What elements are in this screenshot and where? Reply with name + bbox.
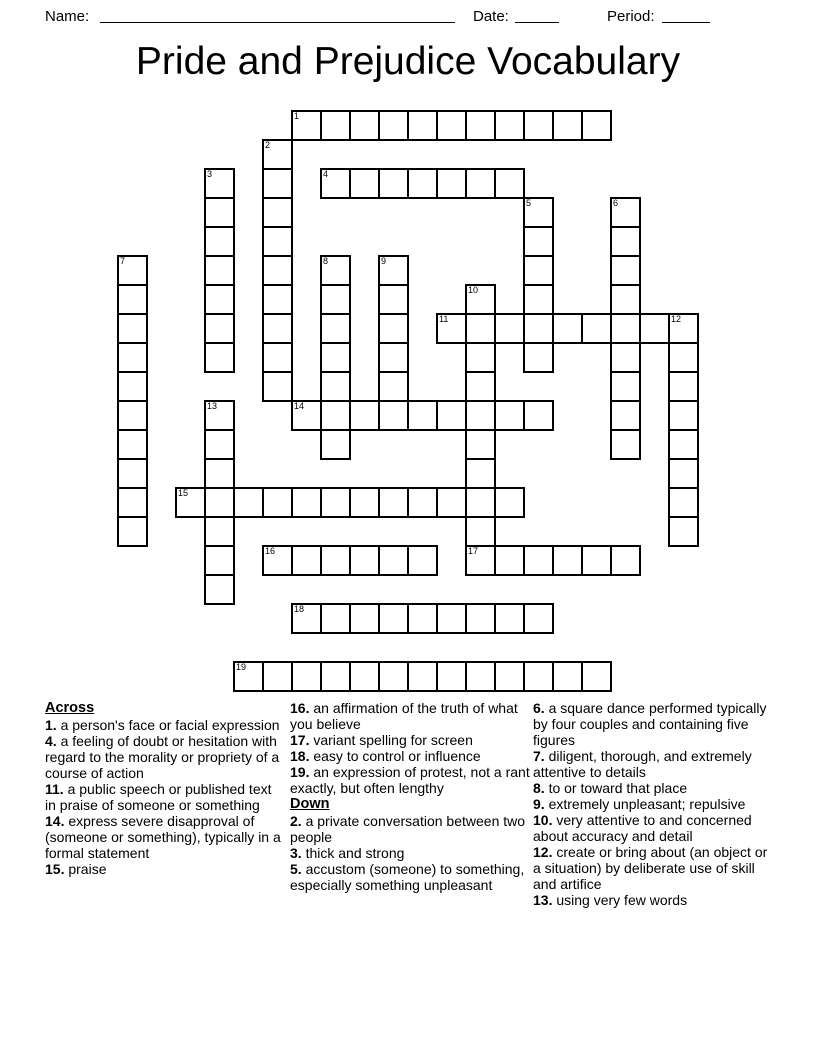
clue-number: 7. [533, 748, 545, 764]
clue: 15. praise [45, 861, 107, 877]
grid-cell [466, 314, 495, 343]
grid-cell [321, 546, 350, 575]
grid-cell [669, 517, 698, 546]
grid-cell [263, 488, 292, 517]
cell-number: 18 [294, 604, 305, 614]
grid-cell [611, 314, 640, 343]
grid-cell [524, 546, 553, 575]
grid-cell [379, 169, 408, 198]
clue-number: 13. [533, 892, 553, 908]
grid-cell [466, 604, 495, 633]
grid-cell [611, 343, 640, 372]
page-title: Pride and Prejudice Vocabulary [135, 40, 681, 83]
grid-cell [321, 314, 350, 343]
grid-cell [321, 285, 350, 314]
clue: 13. using very few words [533, 892, 688, 908]
clue-number: 5. [290, 861, 302, 877]
grid-cell [350, 111, 379, 140]
grid-cell [611, 372, 640, 401]
grid-cell [437, 401, 466, 430]
grid-cell [437, 111, 466, 140]
grid-cell [263, 140, 292, 169]
grid-cell [408, 401, 437, 430]
grid-cell [437, 169, 466, 198]
clue: 10. very attentive to and concerned about accuracy and detail [533, 812, 752, 844]
grid-cell [611, 546, 640, 575]
grid-cell [466, 169, 495, 198]
grid-cell [611, 401, 640, 430]
grid-cell [263, 546, 292, 575]
crossword-grid [118, 111, 699, 692]
clue: 5. accustom (someone) to something, especially something unpleasant [290, 861, 525, 893]
grid-cell [350, 169, 379, 198]
grid-cell [205, 198, 234, 227]
grid-cell [379, 256, 408, 285]
cell-number: 14 [294, 401, 305, 411]
grid-cell [263, 169, 292, 198]
cell-number: 2 [265, 140, 271, 150]
grid-cell [350, 401, 379, 430]
clue: 6. a square dance performed typically by four couples and containing five figures [533, 700, 767, 748]
grid-cell [669, 401, 698, 430]
cell-number: 7 [120, 256, 126, 266]
name-blank-line [100, 4, 455, 23]
grid-cell [205, 546, 234, 575]
grid-cell [118, 372, 147, 401]
grid-cell [582, 314, 611, 343]
cell-number: 12 [671, 314, 682, 324]
grid-cell [321, 256, 350, 285]
grid-cell [437, 604, 466, 633]
grid-cell [466, 546, 495, 575]
grid-cell [234, 488, 263, 517]
grid-cell [466, 285, 495, 314]
worksheet-header [0, 4, 816, 30]
clue: 18. easy to control or influence [290, 748, 481, 764]
grid-cell [118, 517, 147, 546]
cell-number: 8 [323, 256, 329, 266]
date-blank-line [515, 4, 559, 23]
grid-cell [379, 401, 408, 430]
grid-cell [263, 198, 292, 227]
clue-number: 8. [533, 780, 545, 796]
grid-cell [205, 227, 234, 256]
grid-cell [408, 604, 437, 633]
grid-cell [321, 343, 350, 372]
grid-cell [524, 314, 553, 343]
clue-number: 1. [45, 717, 57, 733]
grid-cell [524, 401, 553, 430]
grid-cell [321, 488, 350, 517]
clue-number: 12. [533, 844, 553, 860]
grid-cell [408, 662, 437, 691]
cell-number: 9 [381, 256, 387, 266]
grid-cell [611, 285, 640, 314]
grid-cell [118, 401, 147, 430]
grid-cell [292, 111, 321, 140]
grid-cell [466, 372, 495, 401]
grid-cell [118, 285, 147, 314]
cell-number: 1 [294, 111, 300, 121]
grid-cell [263, 285, 292, 314]
grid-cell [582, 546, 611, 575]
clue-number: 16. [290, 700, 310, 716]
grid-cell [321, 111, 350, 140]
grid-cell [437, 314, 466, 343]
grid-cell [263, 227, 292, 256]
clue-section-header: Across [45, 700, 95, 716]
clue-number: 9. [533, 796, 545, 812]
grid-cell [292, 604, 321, 633]
name-label: Name: [45, 8, 90, 25]
grid-cell [205, 401, 234, 430]
grid-cell [379, 662, 408, 691]
grid-cell [611, 256, 640, 285]
grid-cell [292, 546, 321, 575]
clue: 17. variant spelling for screen [290, 732, 473, 748]
grid-cell [524, 285, 553, 314]
cell-number: 6 [613, 198, 619, 208]
grid-cell [466, 662, 495, 691]
clue: 12. create or bring about (an object or a situation) by deliberate use of skill and artifice [533, 844, 768, 892]
grid-cell [669, 430, 698, 459]
clue-number: 3. [290, 845, 302, 861]
grid-cell [437, 662, 466, 691]
grid-cell [524, 604, 553, 633]
grid-cell [553, 546, 582, 575]
grid-cell [495, 401, 524, 430]
grid-cell [350, 662, 379, 691]
grid-cell [495, 314, 524, 343]
cell-number: 3 [207, 169, 213, 179]
grid-cell [321, 169, 350, 198]
date-label: Date: [473, 8, 509, 25]
grid-cell [466, 517, 495, 546]
grid-cell [408, 546, 437, 575]
clue-column [290, 700, 530, 893]
grid-cell [379, 285, 408, 314]
clue-column [45, 700, 283, 877]
grid-cell [205, 459, 234, 488]
grid-cell [553, 662, 582, 691]
grid-cell [524, 111, 553, 140]
grid-cell [466, 459, 495, 488]
grid-cell [495, 111, 524, 140]
clue-section-header: Down [290, 796, 330, 812]
grid-cell [553, 314, 582, 343]
clue-number: 18. [290, 748, 310, 764]
clue: 3. thick and strong [290, 845, 405, 861]
clue-number: 19. [290, 764, 310, 780]
clue-number: 14. [45, 813, 65, 829]
grid-cell [263, 372, 292, 401]
grid-cell [118, 343, 147, 372]
grid-cell [205, 343, 234, 372]
grid-cell [408, 169, 437, 198]
grid-cell [205, 314, 234, 343]
grid-cell [582, 662, 611, 691]
grid-cell [408, 488, 437, 517]
clue: 1. a person's face or facial expression [45, 717, 280, 733]
grid-cell [379, 488, 408, 517]
grid-cell [321, 430, 350, 459]
grid-cell [611, 198, 640, 227]
cell-number: 10 [468, 285, 479, 295]
grid-cell [379, 372, 408, 401]
grid-cell [321, 401, 350, 430]
grid-cell [321, 662, 350, 691]
grid-cell [350, 546, 379, 575]
grid-cell [292, 401, 321, 430]
grid-cell [205, 256, 234, 285]
cell-number: 17 [468, 546, 479, 556]
grid-cell [205, 285, 234, 314]
clue-number: 15. [45, 861, 65, 877]
grid-cell [495, 662, 524, 691]
clue-number: 17. [290, 732, 310, 748]
grid-cell [263, 343, 292, 372]
grid-cell [118, 459, 147, 488]
cell-number: 13 [207, 401, 218, 411]
grid-cell [205, 488, 234, 517]
cell-number: 15 [178, 488, 189, 498]
grid-cell [408, 111, 437, 140]
grid-cell [582, 111, 611, 140]
grid-cell [205, 575, 234, 604]
cell-number: 16 [265, 546, 276, 556]
grid-cell [292, 662, 321, 691]
grid-cell [379, 604, 408, 633]
clue-number: 6. [533, 700, 545, 716]
cell-number: 5 [526, 198, 532, 208]
clue: 8. to or toward that place [533, 780, 688, 796]
grid-cell [205, 430, 234, 459]
grid-cell [611, 227, 640, 256]
clue: 9. extremely unpleasant; repulsive [533, 796, 746, 812]
grid-cell [640, 314, 669, 343]
grid-cell [263, 314, 292, 343]
grid-cell [379, 546, 408, 575]
grid-cell [524, 343, 553, 372]
period-label: Period: [607, 8, 655, 25]
grid-cell [466, 111, 495, 140]
clue: 2. a private conversation between two people [290, 813, 526, 845]
grid-cell [669, 488, 698, 517]
grid-cell [524, 662, 553, 691]
grid-cell [495, 488, 524, 517]
grid-cell [669, 314, 698, 343]
grid-cell [205, 169, 234, 198]
cell-number: 4 [323, 169, 329, 179]
grid-cell [495, 169, 524, 198]
grid-cell [495, 604, 524, 633]
grid-cell [234, 662, 263, 691]
grid-cell [466, 430, 495, 459]
grid-cell [263, 662, 292, 691]
period-blank-line [662, 4, 710, 23]
clue: 4. a feeling of doubt or hesitation with regard to the morality or propriety of a course of action [45, 733, 280, 781]
grid-cell [611, 430, 640, 459]
grid-cell [466, 343, 495, 372]
grid-cell [669, 372, 698, 401]
grid-cell [118, 256, 147, 285]
grid-cell [553, 111, 582, 140]
grid-cell [466, 488, 495, 517]
grid-cell [321, 372, 350, 401]
grid-cell [524, 227, 553, 256]
grid-cell [118, 314, 147, 343]
cell-number: 19 [236, 662, 247, 672]
clue: 19. an expression of protest, not a rant exactly, but often lengthy [290, 764, 530, 796]
clue-number: 2. [290, 813, 302, 829]
clue: 11. a public speech or published text in praise of someone or something [45, 781, 272, 813]
grid-cell [437, 488, 466, 517]
clue-column [533, 700, 775, 908]
grid-cell [350, 604, 379, 633]
clue: 7. diligent, thorough, and extremely attentive to details [533, 748, 752, 780]
cell-number: 11 [439, 314, 449, 324]
grid-cell [292, 488, 321, 517]
clue: 16. an affirmation of the truth of what you believe [290, 700, 518, 732]
clue: 14. express severe disapproval of (someone or something), typically in a formal statement [45, 813, 281, 861]
grid-cell [205, 517, 234, 546]
grid-cell [263, 256, 292, 285]
grid-cell [466, 401, 495, 430]
grid-cell [495, 546, 524, 575]
grid-cell [669, 343, 698, 372]
grid-cell [524, 198, 553, 227]
grid-cell [118, 430, 147, 459]
grid-cell [118, 488, 147, 517]
grid-cell [176, 488, 205, 517]
grid-cell [379, 343, 408, 372]
grid-cell [669, 459, 698, 488]
grid-cell [379, 314, 408, 343]
grid-cell [321, 604, 350, 633]
clue-number: 4. [45, 733, 57, 749]
grid-cell [350, 488, 379, 517]
grid-cell [524, 256, 553, 285]
clue-number: 10. [533, 812, 553, 828]
grid-cell [379, 111, 408, 140]
clue-number: 11. [45, 781, 64, 797]
